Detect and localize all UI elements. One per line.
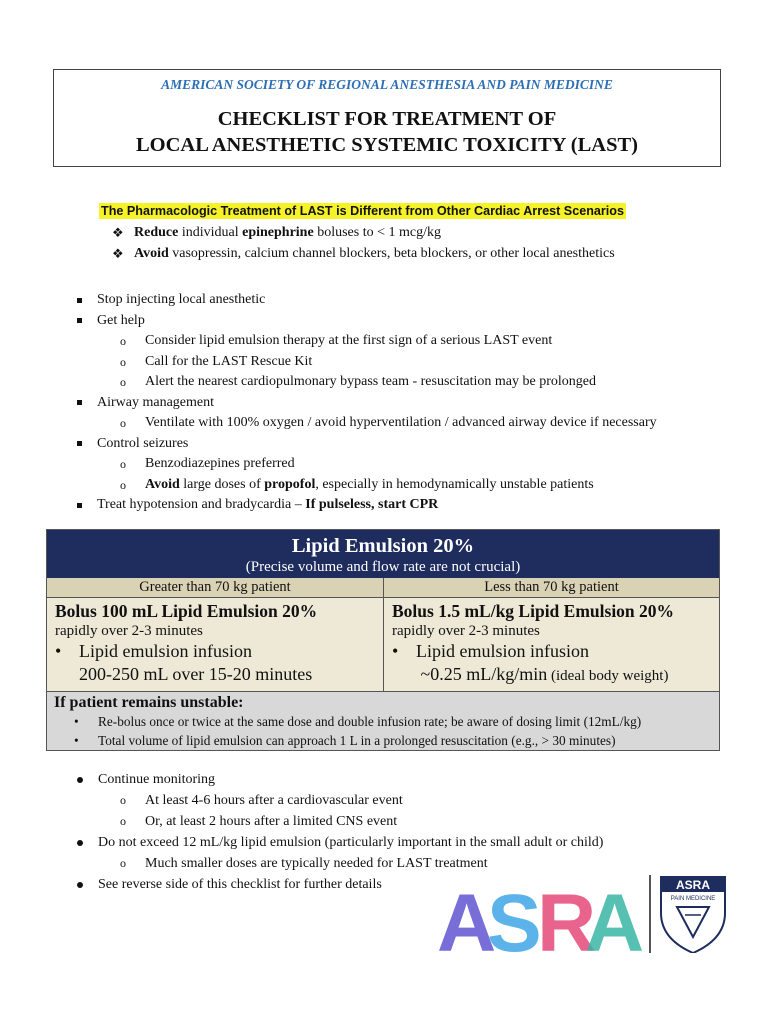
lipid-columns — [47, 578, 719, 691]
circle-bullet-icon: o — [120, 334, 126, 348]
warning-item-text1: individual — [178, 225, 243, 240]
bolus-dose: Bolus 1.5 mL/kg Lipid Emulsion 20% — [392, 601, 675, 621]
lipid-emulsion-table — [46, 529, 720, 751]
logo-letter-s: S — [487, 878, 542, 953]
lipid-subtitle: (Precise volume and flow rate are not crucial) — [245, 559, 521, 575]
header-box — [53, 69, 721, 167]
sub-item-label: Benzodiazepines preferred — [145, 456, 295, 471]
unstable-title: If patient remains unstable: — [54, 694, 244, 711]
sub-item-label: Much smaller doses are typically needed for LAST treatment — [145, 856, 488, 871]
list-item-label: Get help — [97, 312, 145, 328]
propofol-bold: propofol — [264, 476, 316, 492]
warning-item-text — [134, 243, 615, 264]
list-item-label: See reverse side of this checklist for further details — [98, 877, 382, 892]
logo-letter-r: R — [537, 878, 597, 953]
circle-bullet-icon: o — [120, 416, 126, 430]
sub-list-item — [75, 352, 657, 373]
list-item-label: Continue monitoring — [98, 772, 216, 787]
dot-bullet-icon — [77, 777, 83, 783]
infusion-dose-value: 200-250 mL over 15-20 minutes — [79, 664, 313, 684]
square-bullet-icon — [77, 298, 82, 303]
sub-item-label: Alert the nearest cardiopulmonary bypass team - resuscitation may be prolonged — [145, 374, 596, 389]
title-line-1: CHECKLIST FOR TREATMENT OF — [217, 108, 557, 130]
circle-bullet-icon: o — [120, 477, 126, 492]
sub-list-item — [75, 372, 657, 393]
circle-bullet-icon: o — [120, 814, 126, 828]
list-item — [75, 434, 657, 455]
list-item-label: Do not exceed 12 mL/kg lipid emulsion (particularly important in the small adult or child) — [98, 835, 604, 850]
sub-list-item — [75, 853, 603, 874]
sub-item-label: Call for the LAST Rescue Kit — [145, 353, 313, 369]
warning-item-bold: Avoid — [134, 246, 169, 261]
sub-item-label: Or, at least 2 hours after a limited CNS event — [145, 814, 398, 829]
list-item-label: Stop injecting local anesthetic — [97, 292, 266, 307]
avoid-bold: Avoid — [145, 476, 180, 492]
checklist — [75, 290, 657, 516]
list-item-label: Control seizures — [97, 435, 189, 451]
column-header: Less than 70 kg patient — [384, 578, 719, 598]
circle-bullet-icon: o — [120, 793, 126, 807]
logo-divider — [649, 875, 651, 953]
sub-item-label: Consider lipid emulsion therapy at the first sign of a serious LAST event — [145, 333, 553, 348]
infusion-text — [416, 640, 668, 688]
circle-bullet-icon: o — [120, 375, 126, 389]
warning-item-text — [134, 222, 441, 243]
dot-bullet-icon — [77, 840, 83, 846]
asra-logo — [437, 873, 729, 953]
unstable-item-text: Re-bolus once or twice at the same dose and double infusion rate; be aware of dosing limit (12mL/kg) — [98, 714, 642, 729]
square-bullet-icon — [77, 318, 82, 323]
warning-item-text1: vasopressin, calcium channel blockers, beta blockers, or other local anesthetics — [168, 246, 615, 261]
infusion-text — [79, 640, 312, 686]
bolus-dose: Bolus 100 mL Lipid Emulsion 20% — [55, 601, 318, 621]
warning-item-bold2: epinephrine — [242, 225, 314, 240]
infusion-dose-value: ~0.25 mL/kg/min — [420, 664, 548, 684]
cpr-bold: If pulseless, start CPR — [305, 497, 439, 512]
list-item — [75, 832, 603, 853]
warning-item-bold: Reduce — [134, 225, 179, 240]
dot-bullet-icon: • — [55, 641, 62, 661]
warning-highlight: The Pharmacologic Treatment of LAST is Different from Other Cardiac Arrest Scenarios — [101, 204, 625, 218]
sub-list-item — [75, 790, 603, 811]
seizure-text2: , especially in hemodynamically unstable patients — [315, 476, 594, 492]
list-item — [75, 495, 657, 516]
seizure-text1: large doses of — [179, 476, 265, 492]
infusion-item — [392, 640, 711, 688]
circle-bullet-icon: o — [120, 457, 126, 471]
logo-letter-a2: A — [585, 878, 645, 953]
diamond-bullet-icon: ❖ — [112, 246, 124, 261]
list-item — [75, 311, 657, 332]
square-bullet-icon — [77, 441, 82, 446]
column-header: Greater than 70 kg patient — [47, 578, 383, 598]
infusion-label: Lipid emulsion infusion — [416, 641, 589, 661]
square-bullet-icon — [77, 400, 82, 405]
sub-list-item — [75, 454, 657, 475]
dot-bullet-icon: • — [392, 641, 399, 661]
lipid-header — [47, 530, 719, 578]
dot-bullet-icon — [77, 882, 83, 888]
logo-letter-a: A — [437, 878, 497, 953]
unstable-item — [54, 712, 712, 731]
org-name: AMERICAN SOCIETY OF REGIONAL ANESTHESIA AND PAIN MEDICINE — [161, 77, 613, 92]
infusion-dose-note: (ideal body weight) — [547, 668, 669, 684]
column-under-70kg — [383, 578, 719, 691]
warning-list — [112, 222, 626, 264]
square-bullet-icon — [77, 503, 82, 508]
circle-bullet-icon: o — [120, 856, 126, 870]
column-body — [384, 598, 719, 688]
page-title — [54, 106, 720, 158]
title-line-2: LOCAL ANESTHETIC SYSTEMIC TOXICITY (LAST) — [135, 134, 639, 156]
bolus-rate: rapidly over 2-3 minutes — [392, 623, 540, 639]
sub-item-label — [145, 475, 594, 496]
warning-item — [112, 222, 626, 243]
sub-list-item — [75, 331, 657, 352]
unstable-item-text: Total volume of lipid emulsion can approach 1 L in a prolonged resuscitation (e.g., > 30 minutes) — [98, 733, 616, 748]
dot-bullet-icon: • — [74, 714, 79, 729]
circle-bullet-icon: o — [120, 354, 126, 369]
column-body — [47, 598, 383, 686]
sub-item-label: At least 4-6 hours after a cardiovascular event — [145, 793, 403, 808]
seal-subtext: PAIN MEDICINE — [670, 896, 716, 902]
infusion-item — [55, 640, 375, 686]
sub-list-item — [75, 475, 657, 496]
sub-item-label: Ventilate with 100% oxygen / avoid hyperventilation / advanced airway device if necessary — [145, 415, 657, 430]
list-item — [75, 290, 657, 311]
list-item — [75, 769, 603, 790]
bolus-rate: rapidly over 2-3 minutes — [55, 623, 203, 639]
asra-seal-icon — [661, 877, 725, 953]
column-over-70kg — [47, 578, 383, 691]
warning-item-text2: boluses to < 1 mcg/kg — [313, 225, 441, 240]
dot-bullet-icon: • — [74, 733, 79, 748]
infusion-dose — [416, 663, 668, 688]
diamond-bullet-icon: ❖ — [112, 225, 124, 240]
lipid-title: Lipid Emulsion 20% — [291, 535, 475, 557]
unstable-item — [54, 731, 712, 750]
asra-wordmark — [437, 878, 644, 953]
sub-list-item — [75, 413, 657, 434]
seal-text: ASRA — [675, 878, 711, 892]
warning-block — [99, 202, 626, 264]
unstable-section — [47, 691, 719, 750]
infusion-label: Lipid emulsion infusion — [79, 641, 252, 661]
list-item — [75, 393, 657, 414]
sub-list-item — [75, 811, 603, 832]
hypotension-text: Treat hypotension and bradycardia – — [97, 497, 306, 512]
infusion-dose — [79, 663, 312, 686]
list-item-label — [97, 495, 438, 516]
warning-item — [112, 243, 626, 264]
list-item-label: Airway management — [97, 394, 215, 410]
